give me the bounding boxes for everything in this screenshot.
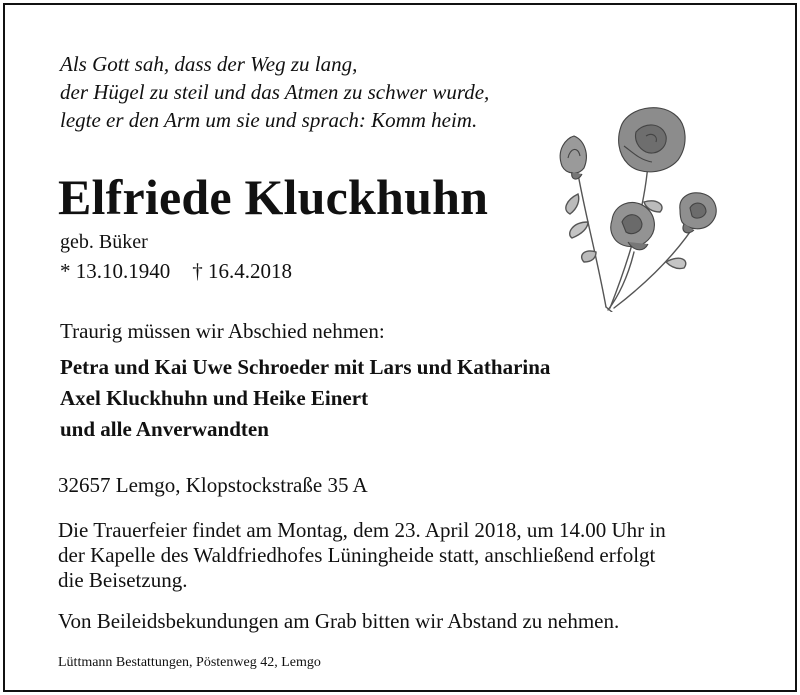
poem <box>60 50 489 134</box>
condolence-note: Von Beileidsbekundungen am Grab bitten wir Abstand zu nehmen. <box>58 609 620 633</box>
birth-name: geb. Büker <box>60 231 148 253</box>
death-date: † 16.4.2018 <box>192 259 292 283</box>
undertaker-credit: Lüttmann Bestattungen, Pöstenweg 42, Lemgo <box>58 655 321 670</box>
family-line: Axel Kluckhuhn und Heike Einert <box>60 386 369 410</box>
roses-drawing-icon <box>548 102 724 312</box>
address: 32657 Lemgo, Klopstockstraße 35 A <box>58 473 368 497</box>
family-line: und alle Anverwandten <box>60 417 269 441</box>
birth-date: * 13.10.1940 <box>60 259 171 283</box>
mourning-text: Traurig müssen wir Abschied nehmen: <box>60 319 385 343</box>
life-dates <box>60 257 292 285</box>
family-line: Petra und Kai Uwe Schroeder mit Lars und Katharina <box>60 355 551 379</box>
service-line: der Kapelle des Waldfriedhofes Lüningheide statt, anschließend erfolgt <box>58 543 656 567</box>
poem-line: legte er den Arm um sie und sprach: Komm heim. <box>60 108 478 132</box>
service-details <box>58 518 738 593</box>
poem-line: der Hügel zu steil und das Atmen zu schwer wurde, <box>60 80 490 104</box>
deceased-name: Elfriede Kluckhuhn <box>58 169 489 225</box>
family-list <box>60 352 550 445</box>
service-line: die Beisetzung. <box>58 568 188 592</box>
service-line: Die Trauerfeier findet am Montag, dem 23. April 2018, um 14.00 Uhr in <box>58 518 666 542</box>
poem-line: Als Gott sah, dass der Weg zu lang, <box>60 52 358 76</box>
